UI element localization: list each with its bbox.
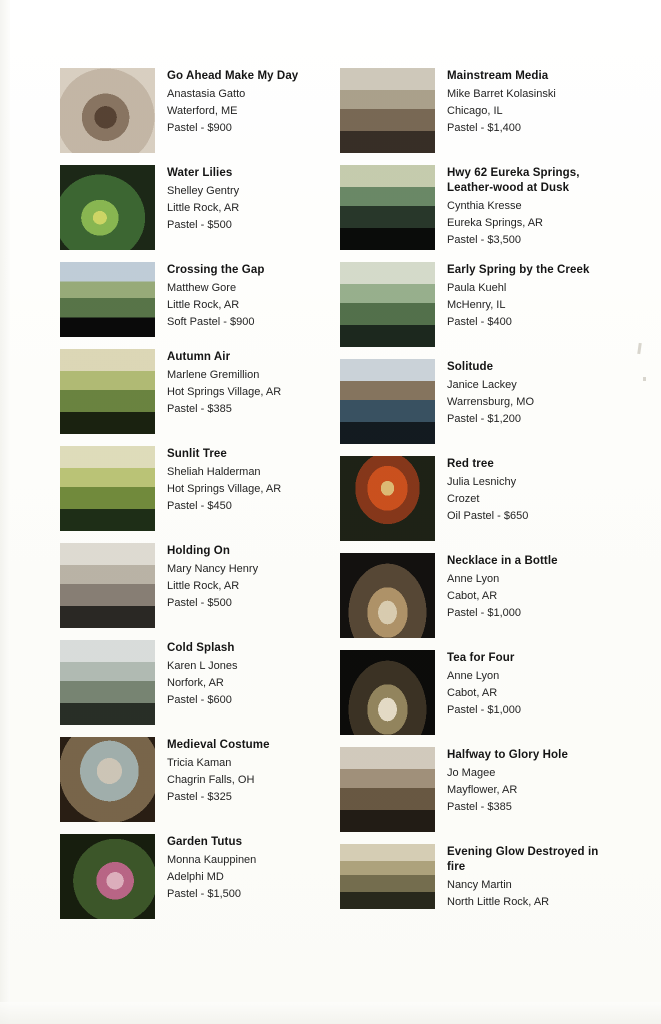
artwork-medium-price: Pastel - $900 — [167, 122, 232, 134]
artwork-info — [155, 543, 325, 612]
artwork-location: Adelphi MD — [167, 871, 224, 883]
artwork-image — [60, 834, 155, 919]
artwork-entry — [340, 553, 605, 638]
artwork-location: Waterford, ME — [167, 105, 238, 117]
artwork-artist: Tricia Kaman — [167, 757, 232, 769]
artwork-entry — [60, 640, 325, 725]
artwork-medium-price: Soft Pastel - $900 — [167, 316, 255, 328]
artwork-info — [435, 359, 605, 428]
artwork-artist: Mike Barret Kolasinski — [447, 88, 556, 100]
artwork-thumbnail — [340, 262, 435, 347]
artwork-location: Cabot, AR — [447, 590, 498, 602]
artwork-thumbnail — [340, 553, 435, 638]
artwork-image — [340, 553, 435, 638]
artwork-artist: Mary Nancy Henry — [167, 563, 259, 575]
artwork-thumbnail — [60, 640, 155, 725]
artwork-info — [155, 446, 325, 515]
artwork-info — [435, 747, 605, 816]
artwork-thumbnail — [60, 68, 155, 153]
artwork-medium-price: Pastel - $400 — [447, 316, 512, 328]
artwork-thumbnail — [340, 844, 435, 909]
artwork-artist: Matthew Gore — [167, 282, 237, 294]
artwork-location: McHenry, IL — [447, 299, 506, 311]
artwork-entry — [340, 68, 605, 153]
artwork-title: Go Ahead Make My Day — [167, 70, 299, 82]
artwork-location: Warrensburg, MO — [447, 396, 535, 408]
artwork-location: Chicago, IL — [447, 105, 503, 117]
artwork-thumbnail — [340, 747, 435, 832]
artwork-title: Tea for Four — [447, 652, 515, 664]
artwork-info — [435, 553, 605, 622]
artwork-image — [340, 68, 435, 153]
artwork-medium-price: Pastel - $385 — [447, 801, 512, 813]
artwork-title: Crossing the Gap — [167, 264, 265, 276]
artwork-info — [435, 165, 605, 249]
artwork-medium-price: Pastel - $1,000 — [447, 607, 521, 619]
artwork-entry — [60, 737, 325, 822]
artwork-title: Sunlit Tree — [167, 448, 227, 460]
artwork-thumbnail — [340, 359, 435, 444]
artwork-info — [435, 844, 605, 911]
artwork-info — [435, 68, 605, 137]
artwork-image — [340, 165, 435, 250]
artwork-image — [60, 165, 155, 250]
artwork-info — [155, 262, 325, 331]
artwork-image — [340, 262, 435, 347]
artwork-thumbnail — [60, 737, 155, 822]
artwork-artist: Jo Magee — [447, 767, 496, 779]
artwork-entry — [340, 165, 605, 250]
artwork-medium-price: Pastel - $1,200 — [447, 413, 521, 425]
artwork-artist: Janice Lackey — [447, 379, 517, 391]
artwork-location: Crozet — [447, 493, 480, 505]
artwork-medium-price: Pastel - $450 — [167, 500, 232, 512]
artwork-artist: Paula Kuehl — [447, 282, 507, 294]
artwork-image — [60, 262, 155, 337]
artwork-image — [60, 68, 155, 153]
artwork-thumbnail — [340, 650, 435, 735]
artwork-title: Evening Glow Destroyed in fire — [447, 846, 599, 873]
artwork-image — [340, 456, 435, 541]
right-column — [340, 68, 605, 923]
artwork-image — [340, 359, 435, 444]
artwork-title: Early Spring by the Creek — [447, 264, 590, 276]
artwork-title: Holding On — [167, 545, 230, 557]
artwork-location: North Little Rock, AR — [447, 896, 550, 908]
artwork-image — [60, 640, 155, 725]
artwork-image — [340, 844, 435, 909]
artwork-image — [340, 650, 435, 735]
artwork-medium-price: Oil Pastel - $650 — [447, 510, 529, 522]
artwork-entry — [340, 747, 605, 832]
artwork-location: Little Rock, AR — [167, 299, 240, 311]
artwork-location: Mayflower, AR — [447, 784, 518, 796]
artwork-title: Cold Splash — [167, 642, 235, 654]
artwork-thumbnail — [60, 262, 155, 337]
artwork-image — [340, 747, 435, 832]
artwork-thumbnail — [60, 349, 155, 434]
scan-edge-left — [0, 0, 10, 1024]
artwork-entry — [60, 349, 325, 434]
artwork-thumbnail — [60, 446, 155, 531]
artwork-image — [60, 446, 155, 531]
artwork-image — [60, 737, 155, 822]
artwork-medium-price: Pastel - $325 — [167, 791, 232, 803]
artwork-image — [60, 543, 155, 628]
artwork-image — [60, 349, 155, 434]
artwork-title: Mainstream Media — [447, 70, 549, 82]
artwork-entry — [340, 359, 605, 444]
artwork-info — [155, 834, 325, 903]
artwork-medium-price: Pastel - $500 — [167, 597, 232, 609]
artwork-title: Necklace in a Bottle — [447, 555, 558, 567]
artwork-location: Chagrin Falls, OH — [167, 774, 255, 786]
artwork-location: Little Rock, AR — [167, 580, 240, 592]
left-column — [60, 68, 325, 931]
artwork-info — [435, 650, 605, 719]
artwork-location: Eureka Springs, AR — [447, 217, 543, 229]
artwork-entry — [60, 262, 325, 337]
artwork-title: Solitude — [447, 361, 494, 373]
artwork-title: Garden Tutus — [167, 836, 243, 848]
artwork-location: Hot Springs Village, AR — [167, 483, 282, 495]
artwork-thumbnail — [340, 456, 435, 541]
artwork-medium-price: Pastel - $3,500 — [447, 234, 521, 246]
artwork-entry — [340, 456, 605, 541]
artwork-title: Autumn Air — [167, 351, 231, 363]
artwork-medium-price: Pastel - $385 — [167, 403, 232, 415]
artwork-location: Cabot, AR — [447, 687, 498, 699]
artwork-artist: Anne Lyon — [447, 573, 500, 585]
artwork-info — [155, 640, 325, 709]
artwork-artist: Marlene Gremillion — [167, 369, 260, 381]
artwork-entry — [60, 68, 325, 153]
artwork-artist: Anastasia Gatto — [167, 88, 246, 100]
scan-speck — [637, 343, 642, 354]
artwork-artist: Karen L Jones — [167, 660, 238, 672]
artwork-artist: Shelley Gentry — [167, 185, 240, 197]
artwork-medium-price: Pastel - $500 — [167, 219, 232, 231]
artwork-entry — [60, 446, 325, 531]
artwork-medium-price: Pastel - $1,000 — [447, 704, 521, 716]
artwork-thumbnail — [60, 834, 155, 919]
artwork-entry — [60, 165, 325, 250]
artwork-info — [155, 737, 325, 806]
artwork-entry — [340, 262, 605, 347]
artwork-location: Norfork, AR — [167, 677, 224, 689]
artwork-location: Little Rock, AR — [167, 202, 240, 214]
artwork-info — [155, 349, 325, 418]
artwork-artist: Nancy Martin — [447, 879, 512, 891]
artwork-artist: Cynthia Kresse — [447, 200, 522, 212]
artwork-thumbnail — [60, 543, 155, 628]
artwork-medium-price: Pastel - $1,500 — [167, 888, 241, 900]
scan-edge-bottom — [0, 1002, 661, 1024]
artwork-title: Hwy 62 Eureka Springs, Leather-wood at Dusk — [447, 167, 580, 194]
artwork-info — [435, 456, 605, 525]
artwork-medium-price: Pastel - $1,400 — [447, 122, 521, 134]
artwork-entry — [340, 650, 605, 735]
artwork-entry — [340, 844, 605, 911]
artwork-thumbnail — [340, 165, 435, 250]
artwork-title: Water Lilies — [167, 167, 233, 179]
artwork-thumbnail — [60, 165, 155, 250]
artwork-artist: Monna Kauppinen — [167, 854, 257, 866]
artwork-info — [155, 68, 325, 137]
artwork-location: Hot Springs Village, AR — [167, 386, 282, 398]
artwork-title: Halfway to Glory Hole — [447, 749, 568, 761]
artwork-entry — [60, 543, 325, 628]
artwork-info — [435, 262, 605, 331]
artwork-medium-price: Pastel - $600 — [167, 694, 232, 706]
artwork-entry — [60, 834, 325, 919]
artwork-title: Red tree — [447, 458, 494, 470]
scan-speck — [643, 377, 646, 381]
artwork-title: Medieval Costume — [167, 739, 270, 751]
artwork-thumbnail — [340, 68, 435, 153]
artwork-artist: Sheliah Halderman — [167, 466, 261, 478]
artwork-info — [155, 165, 325, 234]
artwork-artist: Anne Lyon — [447, 670, 500, 682]
artwork-artist: Julia Lesnichy — [447, 476, 517, 488]
